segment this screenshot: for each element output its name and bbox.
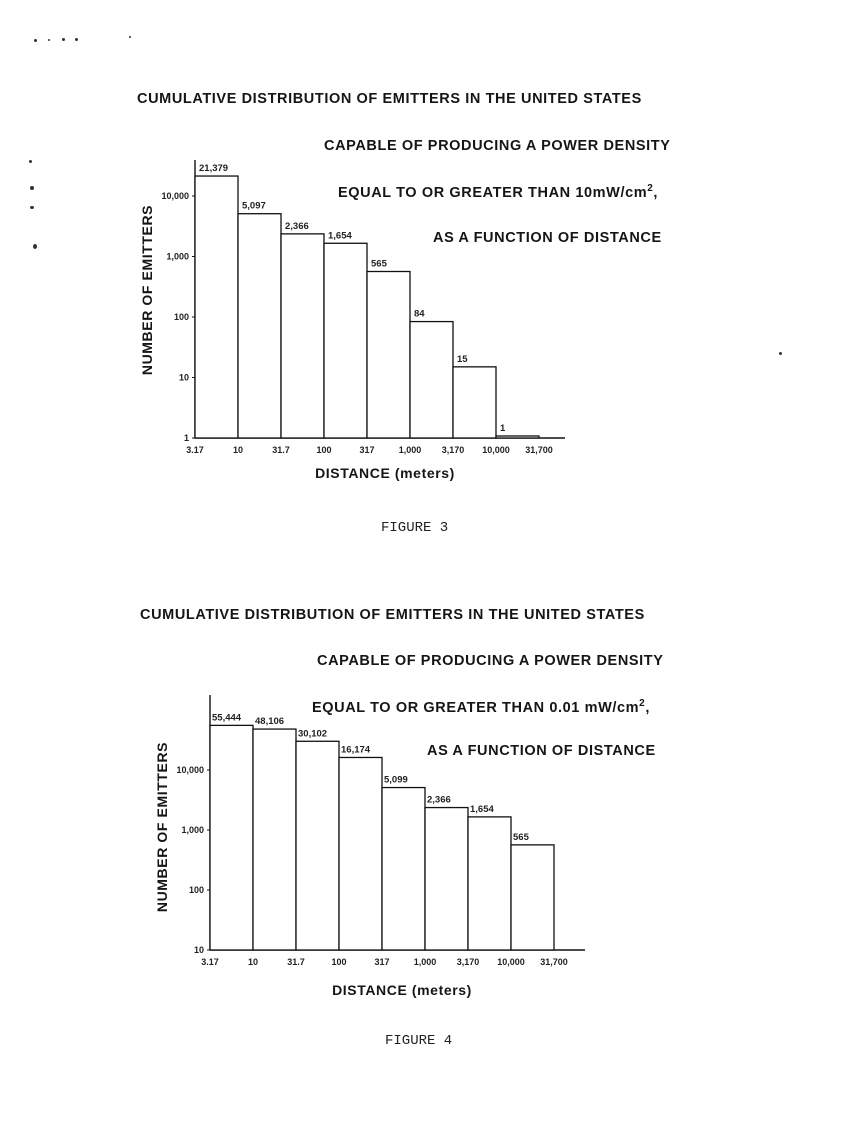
data-label: 565 <box>513 831 529 843</box>
data-label: 15 <box>457 353 468 365</box>
bar <box>210 725 253 950</box>
data-label: 1,654 <box>470 803 494 815</box>
chart-title-line-1: CUMULATIVE DISTRIBUTION OF EMITTERS IN THE UNITED STATES <box>137 91 642 107</box>
figure-3-caption: FIGURE 3 <box>381 520 449 536</box>
x-tick-label: 317 <box>374 957 390 967</box>
y-tick-label: 1,000 <box>181 825 204 835</box>
chart-title-line-4: AS A FUNCTION OF DISTANCE <box>433 230 662 246</box>
x-tick-label: 1,000 <box>413 957 437 967</box>
chart-title-line-4: AS A FUNCTION OF DISTANCE <box>427 743 656 759</box>
x-tick-label: 317 <box>359 445 375 455</box>
x-tick-label: 10,000 <box>497 957 525 967</box>
x-tick-label: 3.17 <box>201 957 219 967</box>
data-label: 48,106 <box>255 716 285 728</box>
data-label: 55,444 <box>212 712 242 724</box>
y-axis-label: NUMBER OF EMITTERS <box>154 741 170 913</box>
x-tick-label: 31,700 <box>525 445 553 455</box>
chart-title-line-1: CUMULATIVE DISTRIBUTION OF EMITTERS IN THE UNITED STATES <box>140 607 645 623</box>
y-tick-label: 10,000 <box>176 765 204 775</box>
bar <box>425 808 468 950</box>
chart-title-line-3: EQUAL TO OR GREATER THAN $10mW/cm^2$, <box>338 183 659 201</box>
bar <box>468 817 511 950</box>
data-label: 565 <box>371 258 387 270</box>
y-tick-label: 1,000 <box>166 251 189 262</box>
data-label: 2,366 <box>285 220 309 232</box>
x-tick-label: 3,170 <box>456 957 480 967</box>
y-tick-label: 100 <box>173 312 189 322</box>
data-label: 1 <box>500 423 506 434</box>
y-tick-label: 100 <box>188 885 204 895</box>
figure-4-caption: FIGURE 4 <box>385 1033 453 1049</box>
x-tick-label: 100 <box>316 445 332 455</box>
x-tick-label: 10 <box>232 445 244 455</box>
x-axis-label: DISTANCE (meters) <box>332 982 472 998</box>
bar <box>253 729 296 950</box>
x-tick-label: 10,000 <box>482 445 510 455</box>
data-label: 1,654 <box>328 230 352 242</box>
chart-title-line-2: CAPABLE OF PRODUCING A POWER DENSITY <box>324 138 671 154</box>
chart-title-line-3: EQUAL TO OR GREATER THAN 0.01 $mW/cm^2$, <box>312 698 650 716</box>
bar <box>339 757 382 950</box>
chart-title-line-2: CAPABLE OF PRODUCING A POWER DENSITY <box>317 653 664 669</box>
y-tick-label: 10 <box>178 372 189 383</box>
data-label: 84 <box>414 308 425 320</box>
data-label: 5,099 <box>384 774 408 786</box>
y-tick-label: 1 <box>183 433 189 443</box>
data-label: 2,366 <box>427 794 451 806</box>
x-tick-label: 1,000 <box>398 445 422 455</box>
x-axis-label: DISTANCE (meters) <box>315 465 455 481</box>
x-tick-label: 3,170 <box>441 445 465 455</box>
y-tick-label: 10 <box>193 945 204 955</box>
x-tick-label: 100 <box>331 957 347 967</box>
data-label: 30,102 <box>298 728 328 740</box>
y-tick-label: 10,000 <box>161 191 189 201</box>
x-tick-label: 31,700 <box>540 957 568 967</box>
data-label: 21,379 <box>199 163 229 175</box>
bar <box>296 741 339 950</box>
x-tick-label: 3.17 <box>186 445 204 455</box>
data-label: 16,174 <box>341 744 371 756</box>
bar <box>382 788 425 950</box>
data-label: 5,097 <box>242 200 266 212</box>
bar <box>511 845 554 950</box>
y-axis-label: NUMBER OF EMITTERS <box>139 204 155 376</box>
x-tick-label: 31.7 <box>272 445 290 455</box>
x-tick-label: 10 <box>247 957 259 967</box>
x-tick-label: 31.7 <box>287 957 305 967</box>
